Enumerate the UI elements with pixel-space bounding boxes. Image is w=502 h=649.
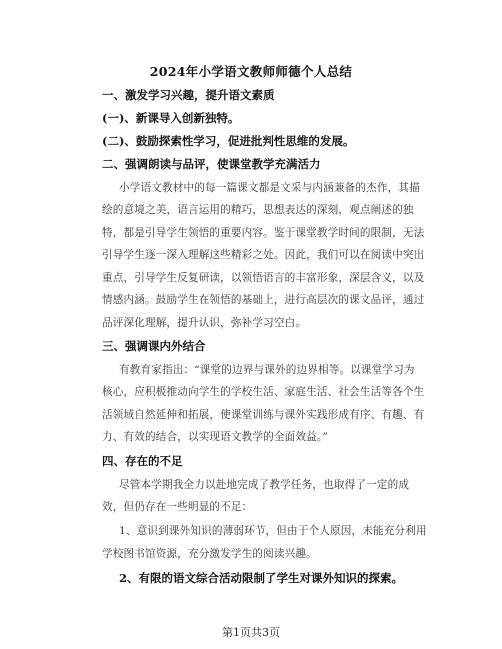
heading-3: 三、强调课内外结合 [102, 339, 206, 353]
paragraph-line: 尽管本学期我全力以赴地完成了教学任务，也取得了一定的成 [119, 479, 410, 491]
paragraph-line: 学校图书馆资源，充分激发学生的阅读兴趣。 [102, 548, 317, 560]
paragraph-line: 品评深化理解，提升认识，弥补学习空白。 [102, 317, 307, 329]
paragraph-line: 情感内涵。鼓励学生在领悟的基础上，进行高层次的课文品评，通过 [102, 294, 425, 306]
paragraph-line: 核心，应积极推动向学生的学校生活、家庭生活、社会生活等各个生 [102, 386, 425, 398]
page-number: 第1页共3页 [222, 626, 280, 639]
paragraph-line: 活领域自然延伸和拓展，使课堂训练与课外实践形成有序、有趣、有 [102, 409, 425, 421]
paragraph-line: 1、意识到课外知识的薄弱环节，但由于个人原因，未能充分利用 [119, 525, 427, 537]
paragraph-line: 有教育家指出：“课堂的边界与课外的边界相等。以课堂学习为 [119, 364, 415, 376]
subheading-1-2: (二)、鼓励探索性学习，促进批判性思维的发展。 [102, 134, 355, 148]
paragraph-line: 效，但仍存在一些明显的不足： [102, 501, 253, 513]
paragraph-line: 绘的意境之美，语言运用的精巧，思想表达的深刻，观点阐述的独 [102, 204, 414, 216]
paragraph-line: 引导学生逐一深入理解这些精彩之处。因此，我们可以在阅读中突出 [102, 249, 425, 261]
paragraph-line: 小学语文教材中的每一篇课文都是文采与内涵兼备的杰作，其描 [119, 182, 420, 194]
heading-4: 四、存在的不足 [102, 454, 183, 468]
subheading-1-1: (一)、新课导入创新独特。 [102, 111, 240, 125]
paragraph-line: 力、有效的结合，以实现语文教学的全面效益。” [102, 431, 328, 443]
paragraph-line: 重点，引导学生反复研读，以领悟语言的丰富形象，深层含义，以及 [102, 272, 425, 284]
document-title: 2024年小学语文教师师德个人总结 [149, 64, 353, 79]
heading-1: 一、激发学习兴趣，提升语文素质 [102, 88, 275, 102]
paragraph-line: 特，都是引导学生领悟的重要内容。鉴于课堂教学时间的限制，无法 [102, 227, 425, 239]
heading-2: 二、强调朗读与品评，使课堂教学充满活力 [102, 157, 321, 171]
shortcoming-item-2: 2、有限的语文综合活动限制了学生对课外知识的探索。 [119, 571, 403, 585]
